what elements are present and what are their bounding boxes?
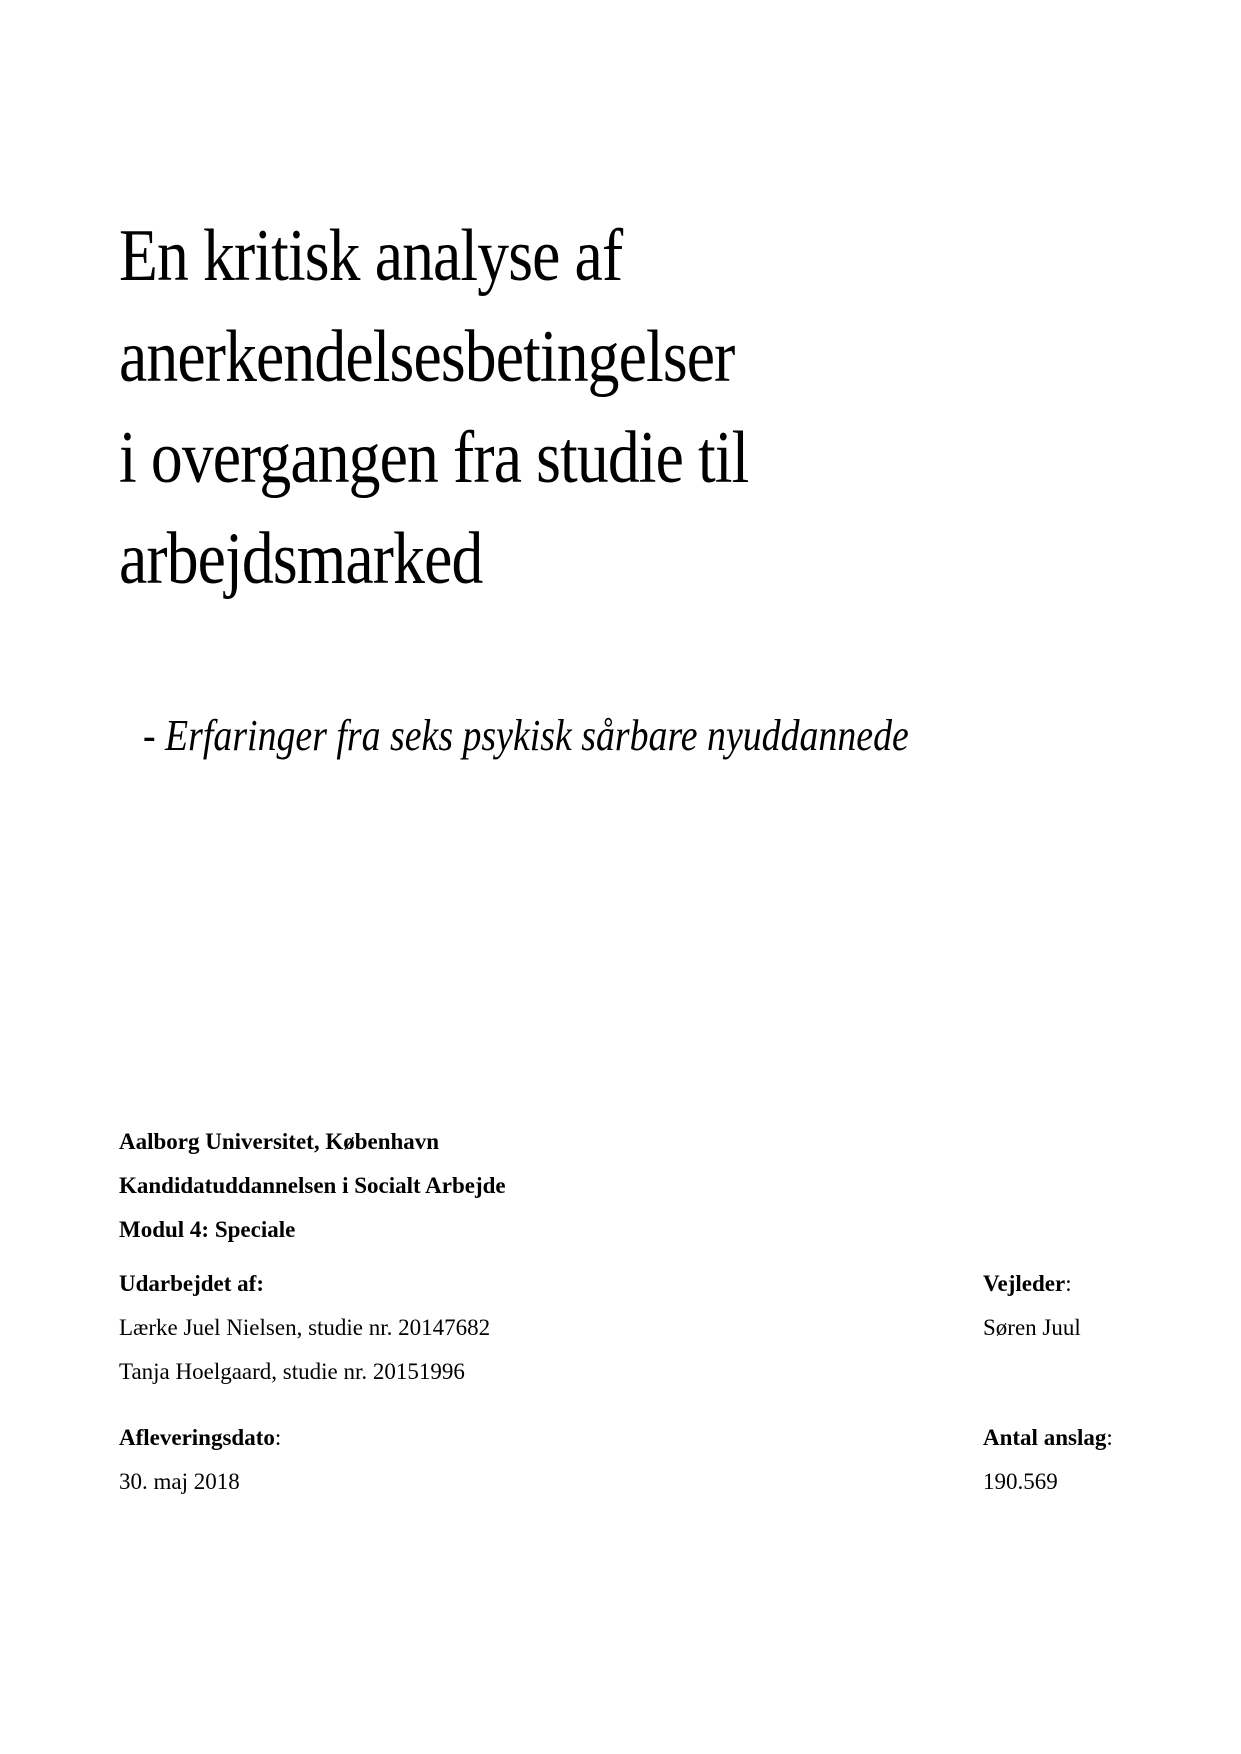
institution-block bbox=[119, 1120, 506, 1252]
program-name: Kandidatuddannelsen i Socialt Arbejde bbox=[119, 1173, 506, 1198]
characters-label: Antal anslag bbox=[983, 1425, 1107, 1450]
characters-colon: : bbox=[1106, 1425, 1113, 1450]
author-2: Tanja Hoelgaard, studie nr. 20151996 bbox=[119, 1359, 465, 1384]
submission-date: 30. maj 2018 bbox=[119, 1469, 240, 1494]
characters-heading bbox=[983, 1416, 1113, 1460]
title-line-1: En kritisk analyse af bbox=[119, 215, 623, 297]
title-line-4: arbejdsmarked bbox=[119, 518, 483, 600]
title-line-2: anerkendelsesbetingelser bbox=[119, 316, 735, 398]
submission-heading bbox=[119, 1416, 281, 1460]
author-1: Lærke Juel Nielsen, studie nr. 20147682 bbox=[119, 1315, 491, 1340]
supervisor-label: Vejleder bbox=[983, 1271, 1066, 1296]
supervisor-name: Søren Juul bbox=[983, 1315, 1081, 1340]
authors-label: Udarbejdet af: bbox=[119, 1271, 264, 1296]
title-line-3: i overgangen fra studie til bbox=[119, 417, 749, 499]
submission-label: Afleveringsdato bbox=[119, 1425, 275, 1450]
supervisor-heading bbox=[983, 1262, 1081, 1306]
characters-count: 190.569 bbox=[983, 1469, 1058, 1494]
document-subtitle: - Erfaringer fra seks psykisk sårbare nyuddannede bbox=[143, 711, 909, 760]
university-name: Aalborg Universitet, København bbox=[119, 1129, 440, 1154]
document-title bbox=[119, 206, 749, 610]
module-name: Modul 4: Speciale bbox=[119, 1217, 296, 1242]
authors-block bbox=[119, 1262, 490, 1394]
characters-block bbox=[983, 1416, 1113, 1504]
submission-colon: : bbox=[274, 1425, 282, 1450]
submission-block bbox=[119, 1416, 281, 1504]
supervisor-colon: : bbox=[1065, 1271, 1072, 1296]
supervisor-block bbox=[983, 1262, 1081, 1350]
